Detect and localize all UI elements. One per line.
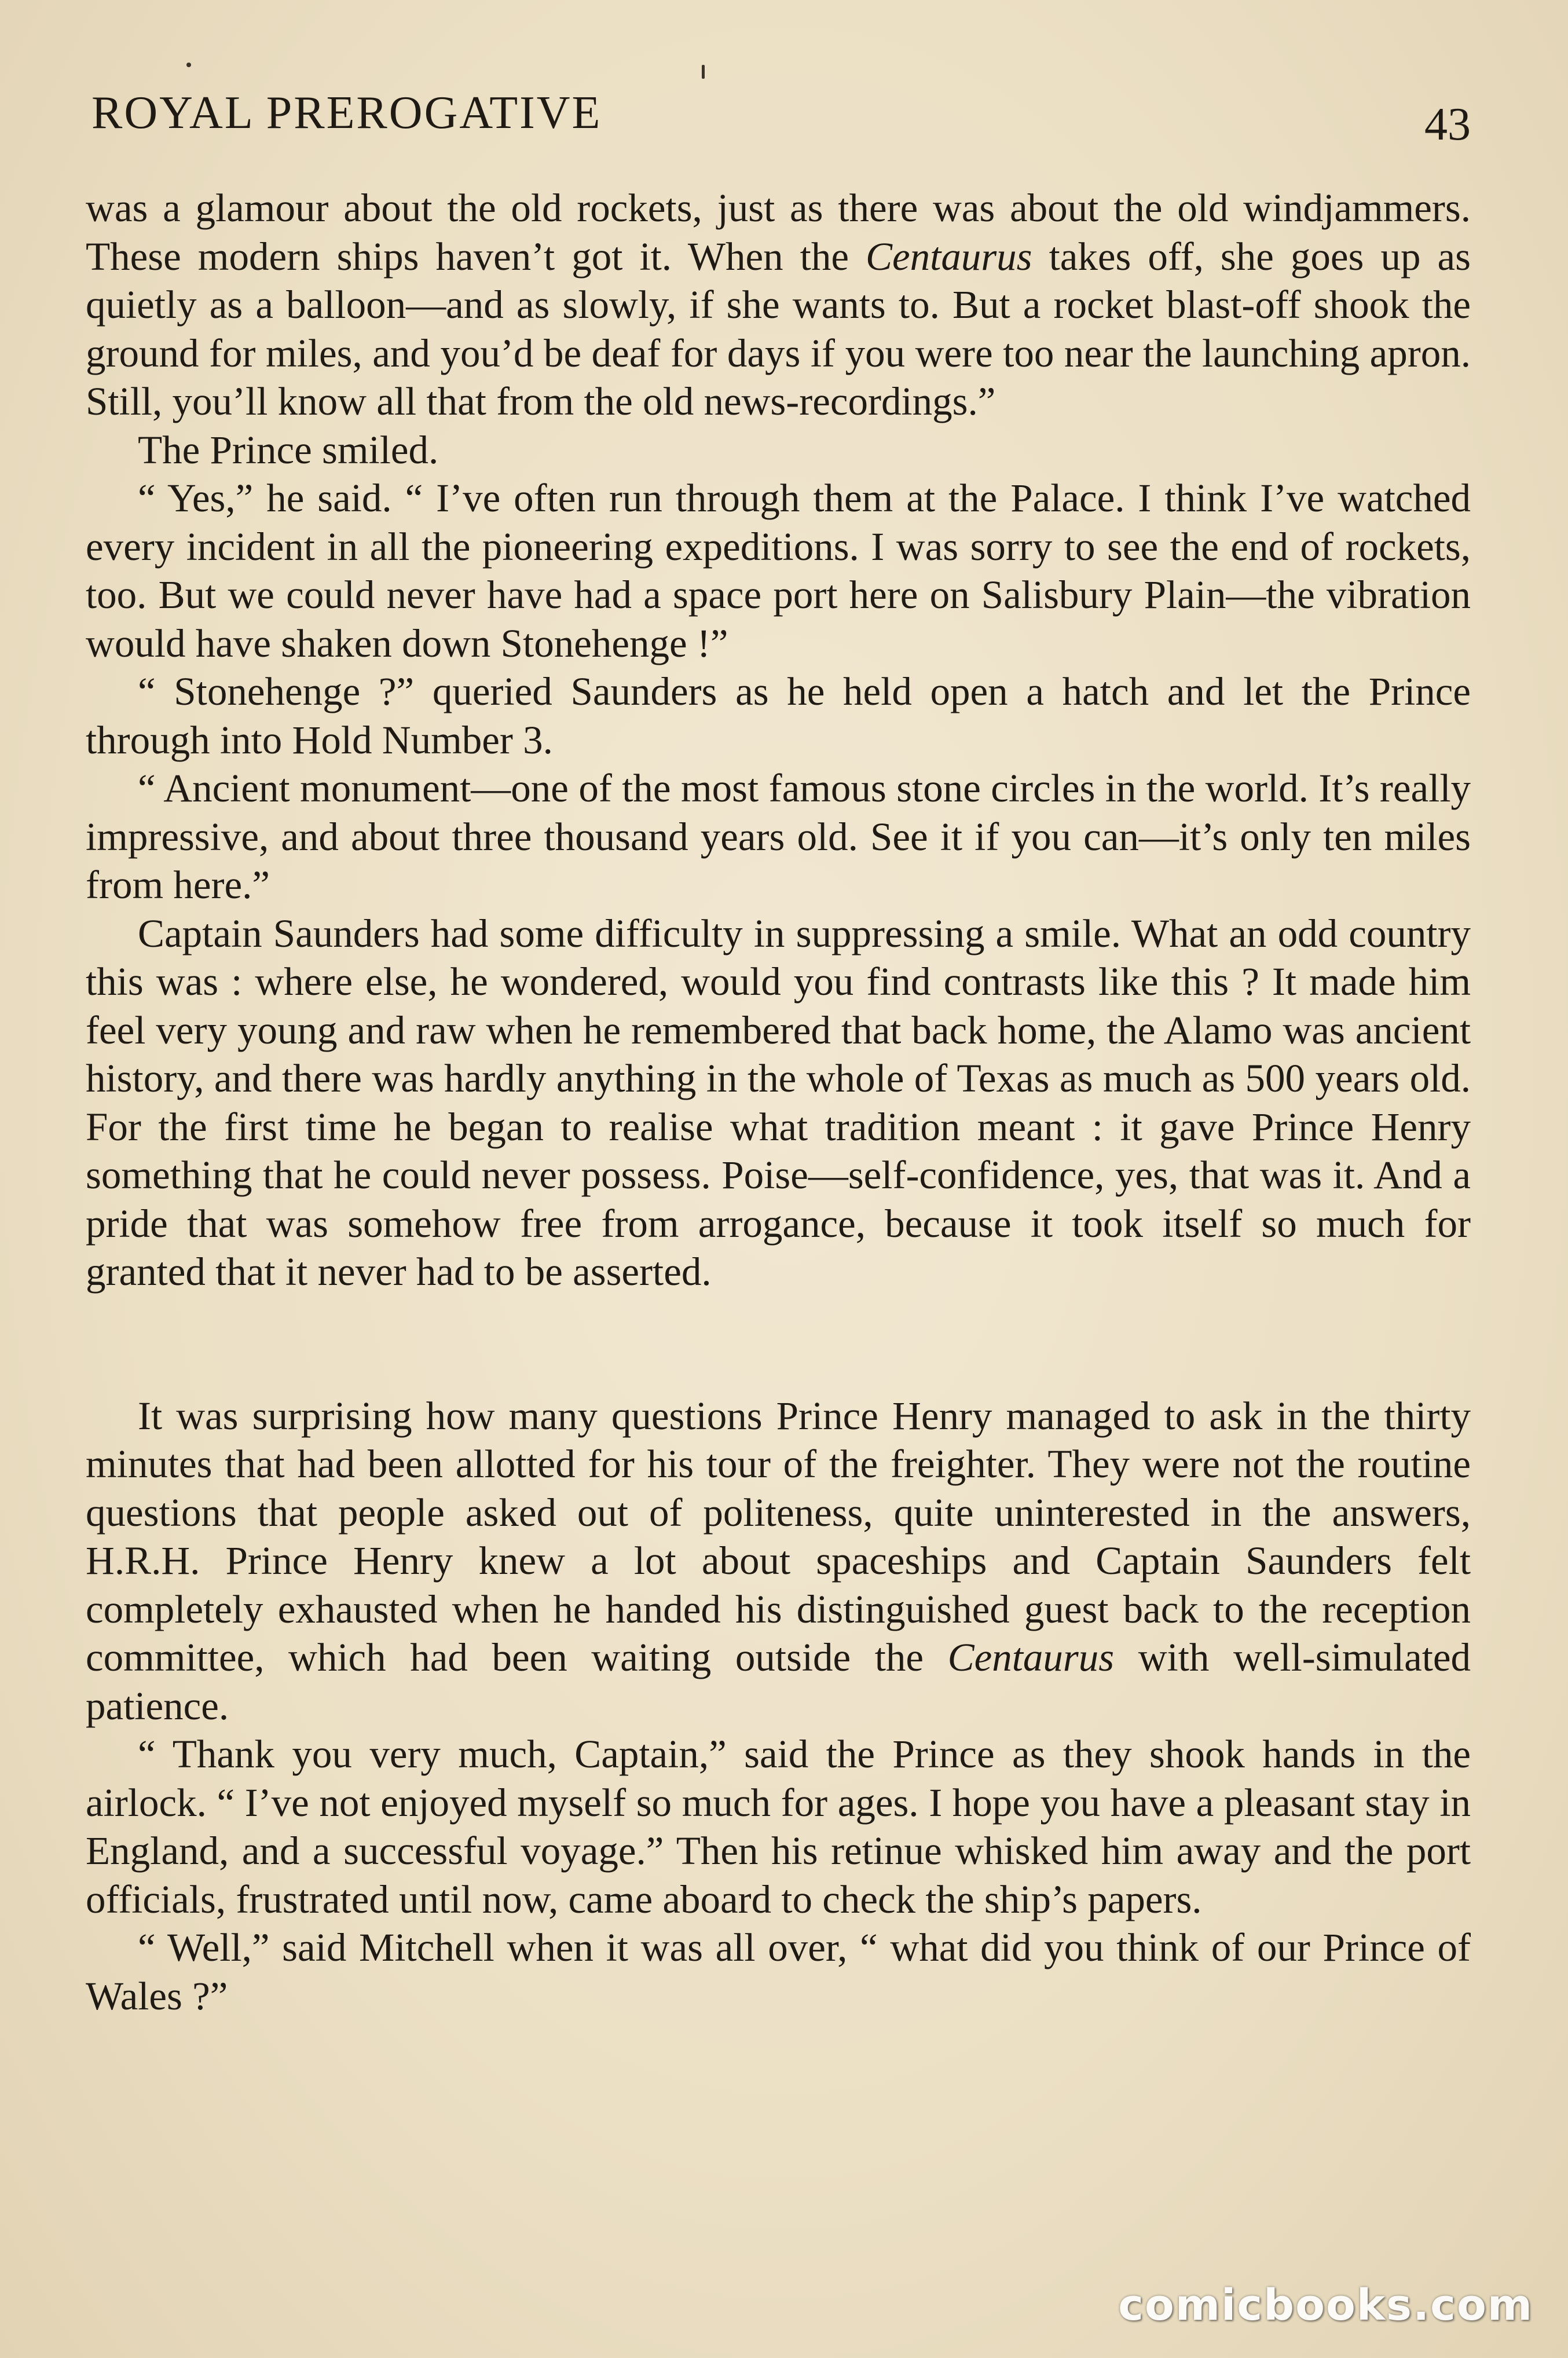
text-run: was a glamour about the old rockets, just as there was about the old windjammers. These modern ships haven’t got it. When the <box>86 186 1471 279</box>
ship-name: Centaurus <box>947 1635 1115 1679</box>
paragraph <box>86 1730 1471 1924</box>
paragraph <box>86 668 1471 764</box>
paragraph <box>86 1392 1471 1731</box>
ink-speck <box>702 65 705 79</box>
running-head: ROYAL PREROGATIVE <box>91 87 602 138</box>
text-run: “ Stonehenge ?” queried Saunders as he held open a hatch and let the Prince through into Hold Number 3. <box>86 669 1471 762</box>
text-run: “ Ancient monument—one of the most famous stone circles in the world. It’s really impressive, and about three thousand years old. See it if you can—it’s only ten miles from here.” <box>86 766 1471 907</box>
ink-speck <box>186 63 191 67</box>
text-run: with well-simulated patience. <box>86 1635 1471 1728</box>
paragraph <box>86 910 1471 1297</box>
body-text <box>86 184 1471 2020</box>
ship-name: Centaurus <box>866 234 1032 279</box>
paragraph <box>86 184 1471 426</box>
watermark: comicbooks.com <box>1118 2280 1533 2330</box>
text-run: “ Thank you very much, Captain,” said the Prince as they shook hands in the airlock. “ I’ve not enjoyed myself so much for ages. I hope you have a pleasant stay in England, and a successful voyage.” Then his retinue whisked him away and the port officials, frustrated until now, came aboard to check the ship’s papers. <box>86 1732 1471 1921</box>
paragraph <box>86 1924 1471 2020</box>
paragraph <box>86 764 1471 910</box>
text-run: “ Yes,” he said. “ I’ve often run through them at the Palace. I think I’ve watched every incident in all the pioneering expeditions. I was sorry to see the end of rockets, too. But we could never have had a space port here on Salisbury Plain—the vibration would have shaken down Stonehenge !” <box>86 476 1471 665</box>
paragraph <box>86 426 1471 475</box>
paragraph <box>86 474 1471 668</box>
text-run: takes off, she goes up as quietly as a balloon—and as slowly, if she wants to. But a rocket blast-off shook the ground for miles, and you’d be deaf for days if you were too near the launching apron. Still, you’ll know all that from the old news-recordings.” <box>86 234 1471 423</box>
page-header <box>91 81 1471 151</box>
text-run: “ Well,” said Mitchell when it was all over, “ what did you think of our Prince of Wales ?” <box>86 1925 1471 2018</box>
text-run: It was surprising how many questions Prince Henry managed to ask in the thirty minutes that had been allotted for his tour of the freighter. They were not the routine questions that people asked out of politeness, quite uninterested in the answers, H.R.H. Prince Henry knew a lot about spaceships and Captain Saunders felt completely exhausted when he handed his distinguished guest back to the reception committee, which had been waiting outside the <box>86 1393 1471 1679</box>
page-number: 43 <box>1424 99 1471 150</box>
text-run: The Prince smiled. <box>138 427 439 472</box>
text-run: Captain Saunders had some difficulty in suppressing a smile. What an odd country this was : where else, he wondered, would you find contrasts like this ? It made him feel very young and raw when he remembered that back home, the Alamo was ancient history, and there was hardly anything in the whole of Texas as much as 500 years old. For the first time he began to realise what tradition meant : it gave Prince Henry something that he could never possess. Poise—self-confidence, yes, that was it. And a pride that was somehow free from arrogance, because it took itself so much for granted that it never had to be asserted. <box>86 911 1471 1294</box>
